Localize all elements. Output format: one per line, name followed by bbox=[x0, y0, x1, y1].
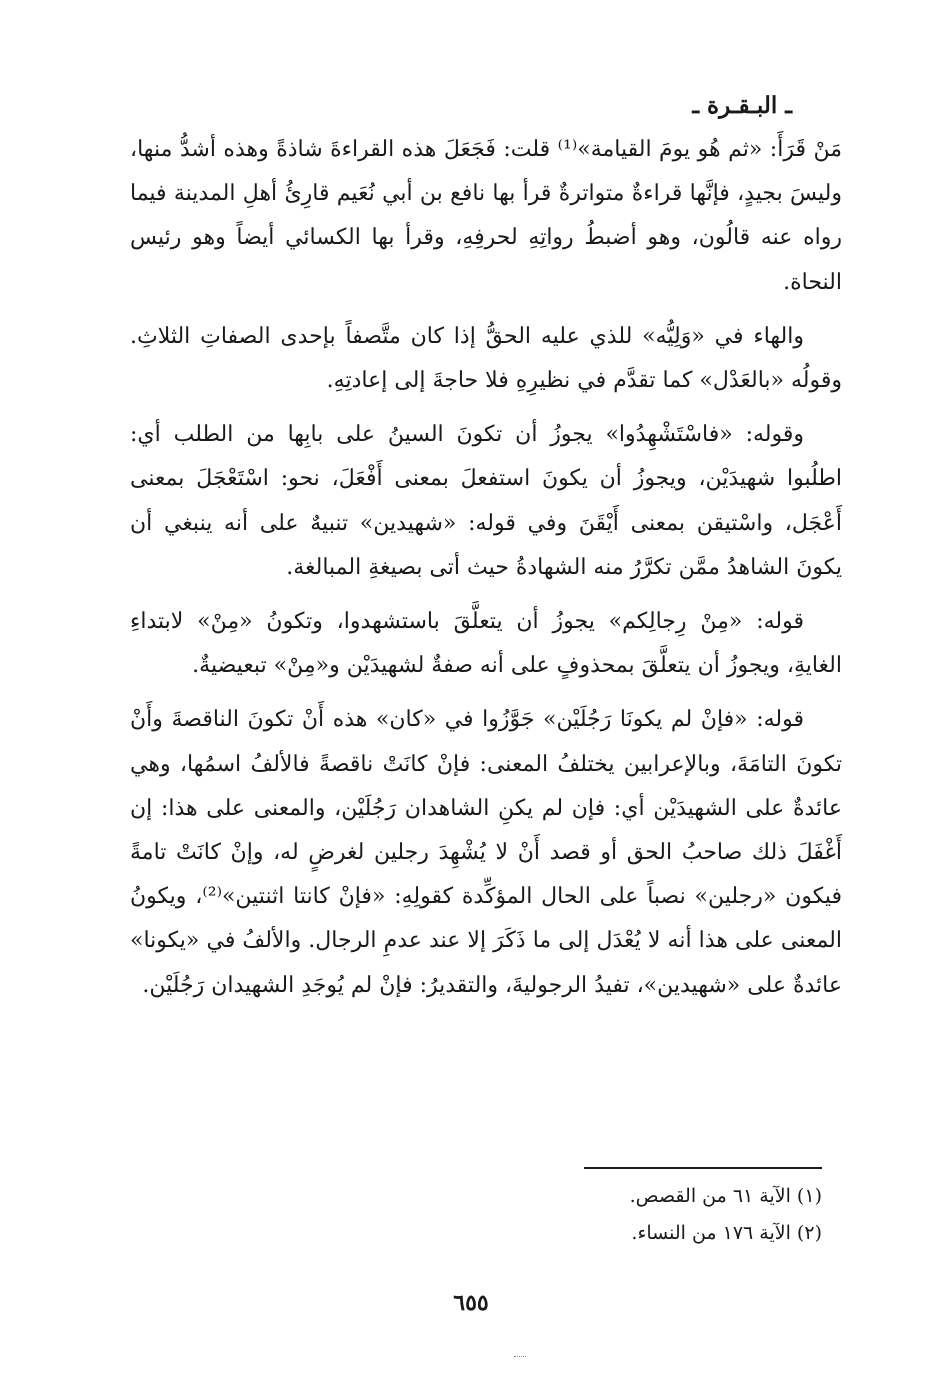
page-number: ٦٥٥ bbox=[453, 1290, 489, 1316]
paragraph-5: قوله: «فإنْ لم يكونَا رَجُلَيْن» جَوَّزُوا في «كان» هذه أَنْ تكونَ الناقصةَ وأَنْ تكونَ التامَةَ، وبالإعرابين يختلفُ المعنى: فإنْ كانَتْ ناقصةً فالألفُ اسمُها، وهي عائدةٌ على الشهيدَيْن أي: فإن لم يكنِ الشاهدان رَجُلَيْن، والمعنى على هذا: إن أَغْفَلَ ذلك صاحبُ الحق أو قصد أَنْ لا يُشْهِدَ رجلين لغرضٍ له، وإنْ كانَتْ تامةً فيكون «رجلين» نصباً على الحال المؤكِّدة كقولِهِ: «فإنْ كانتا اثنتين»⁽²⁾، ويكونُ المعنى على هذا أنه لا يُعْدَل إلى ما ذَكَرَ إلا عند عدمِ الرجال. والألفُ في «يكونا» عائدةٌ على «شهيدين»، تفيدُ الرجوليةَ، والتقديرُ: فإنْ لم يُوجَدِ الشهيدان رَجُلَيْن. bbox=[130, 707, 842, 998]
paragraph-2: والهاء في «وَلِيُّه» للذي عليه الحقُّ إذا كان متَّصفاً بإحدى الصفاتِ الثلاثِ. وقولُه «بالعَدْل» كما تقدَّم في نظيرِهِ فلا حاجةَ إلى إعادتِهِ. bbox=[130, 323, 842, 394]
running-header: ـ البـقـرة ـ bbox=[692, 92, 792, 119]
footnote-divider bbox=[584, 1167, 822, 1169]
paragraph-3: وقوله: «فاسْتَشْهِدُوا» يجوزُ أن تكونَ السينُ على بابِها من الطلب أي: اطلُبوا شهيدَيْن، ويجوزُ أن يكونَ استفعلَ بمعنى أَفْعَلَ، نحو: اسْتَعْجَلَ بمعنى أَعْجَل، واسْتيقن بمعنى أَيْقَنَ وفي قوله: «شهيدين» تنبيهٌ على أنه ينبغي أن يكونَ الشاهدُ ممَّن تكرَّرُ منه الشهادةُ حيث أتى بصيغةِ المبالغة. bbox=[130, 422, 842, 580]
main-text bbox=[130, 128, 842, 1018]
paragraph-1: مَنْ قَرَأَ: «ثم هُو يومَ القيامة»⁽¹⁾ قلت: فَجَعَلَ هذه القراءةَ شاذةً وهذه أشدُّ منها، وليسَ بجيدٍ، فإنَّها قراءةٌ متواترةٌ قرأ بها نافع بن أبي نُعَيم قارِئُ أهلِ المدينة فيما رواه عنه قالُون، وهو أضبطُ رواتِهِ لحرفِهِ، وقرأ بها الكسائي أيضاً وهو رئيس النحاة. bbox=[130, 137, 842, 295]
footnote-2: (٢) الآية ١٧٦ من النساء. bbox=[631, 1222, 822, 1244]
footnote-1: (١) الآية ٦١ من القصص. bbox=[629, 1185, 822, 1207]
paragraph-4: قوله: «مِنْ رِجالِكم» يجوزُ أن يتعلَّقَ باستشهدوا، وتكونُ «مِنْ» لابتداءِ الغايةِ، ويجوزُ أن يتعلَّقَ بمحذوفٍ على أنه صفةٌ لشهيدَيْن و«مِنْ» تبعيضيةٌ. bbox=[130, 609, 842, 679]
scan-artifact bbox=[514, 1356, 526, 1357]
footnotes bbox=[322, 1178, 822, 1252]
